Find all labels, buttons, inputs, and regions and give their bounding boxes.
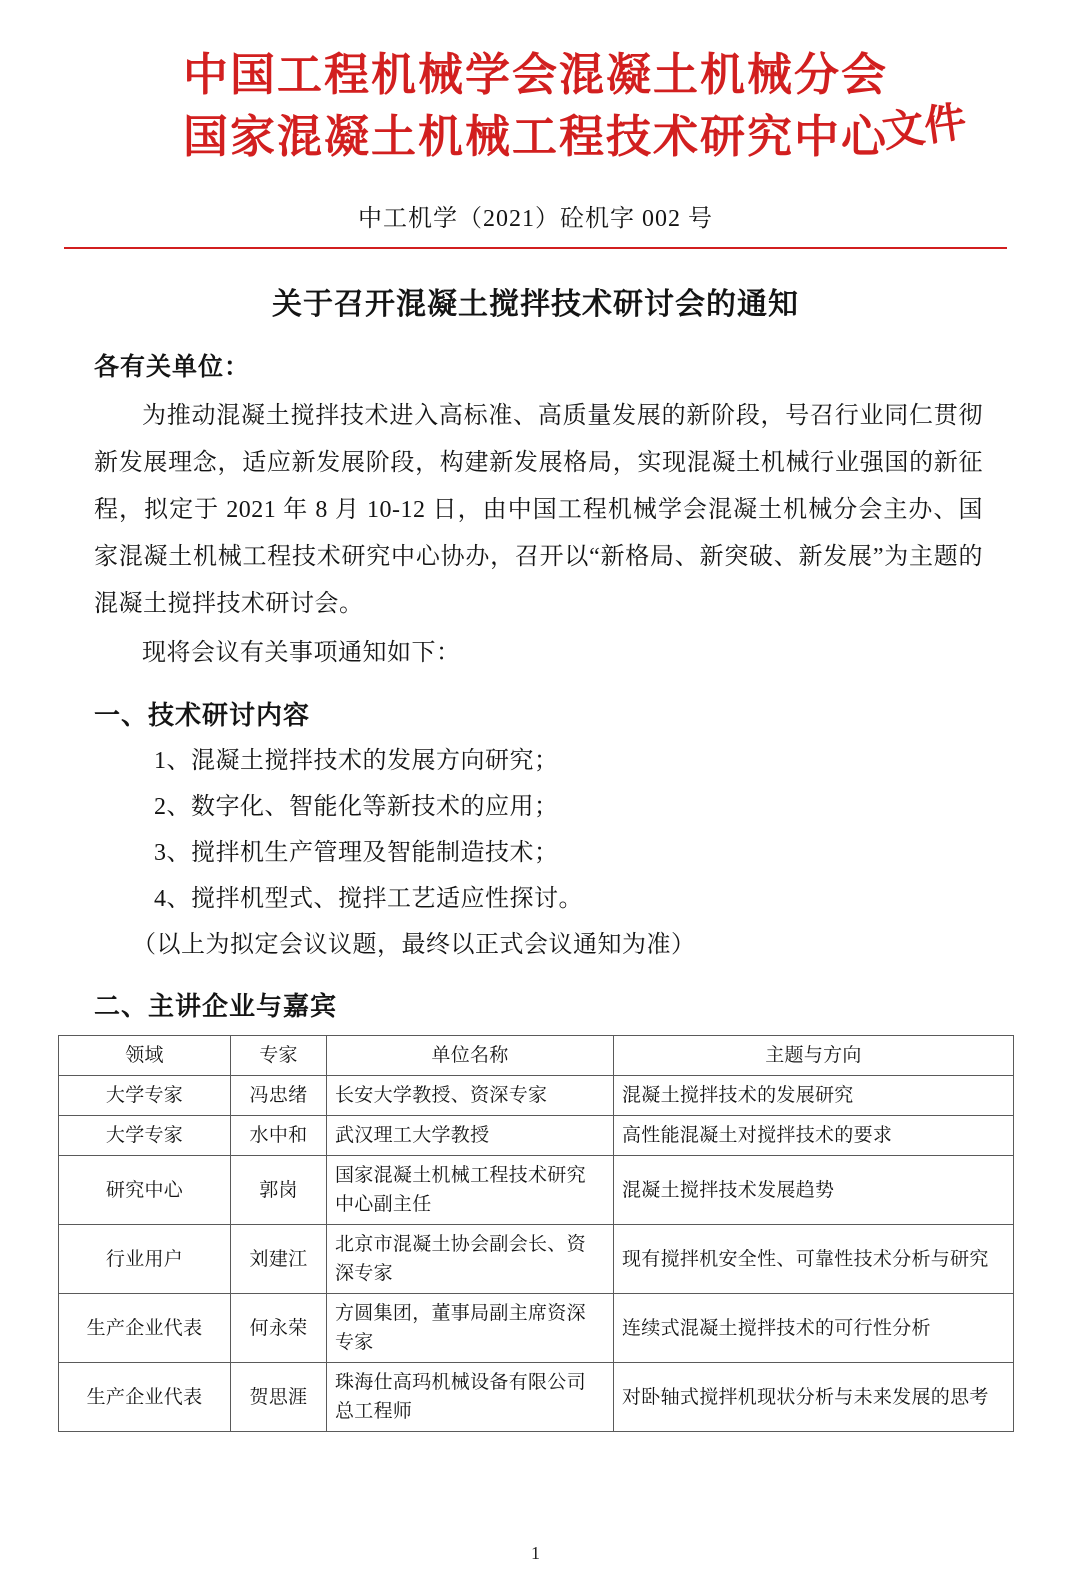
cell-expert: 水中和 bbox=[231, 1116, 327, 1156]
section-1-item-list bbox=[58, 738, 1013, 922]
list-item: 1、混凝土搅拌技术的发展方向研究； bbox=[154, 748, 559, 774]
table-row bbox=[59, 1116, 1014, 1156]
paragraph-2: 现将会议有关事项通知如下： bbox=[142, 640, 461, 666]
section-heading-2: 二、主讲企业与嘉宾 bbox=[94, 992, 338, 1021]
cell-field: 大学专家 bbox=[59, 1116, 231, 1156]
list-item: 2、数字化、智能化等新技术的应用； bbox=[154, 794, 559, 820]
cell-organization: 长安大学教授、资深专家 bbox=[327, 1076, 614, 1116]
cell-expert: 冯忠绪 bbox=[231, 1076, 327, 1116]
cell-expert: 郭岗 bbox=[231, 1156, 327, 1225]
cell-field: 生产企业代表 bbox=[59, 1294, 231, 1363]
page-number: 1 bbox=[531, 1543, 540, 1563]
cell-topic: 对卧轴式搅拌机现状分析与未来发展的思考 bbox=[614, 1363, 1014, 1432]
cell-organization: 国家混凝土机械工程技术研究中心副主任 bbox=[327, 1156, 614, 1225]
cell-topic: 高性能混凝土对搅拌技术的要求 bbox=[614, 1116, 1014, 1156]
cell-field: 行业用户 bbox=[59, 1225, 231, 1294]
cell-organization: 方圆集团，董事局副主席资深专家 bbox=[327, 1294, 614, 1363]
cell-field: 大学专家 bbox=[59, 1076, 231, 1116]
table-header-row bbox=[59, 1036, 1014, 1076]
section-1-note: （以上为拟定会议议题，最终以正式会议通知为准） bbox=[132, 932, 696, 958]
column-header-topic: 主题与方向 bbox=[614, 1036, 1014, 1076]
cell-organization: 北京市混凝土协会副会长、资深专家 bbox=[327, 1225, 614, 1294]
table-row bbox=[59, 1156, 1014, 1225]
table-row bbox=[59, 1363, 1014, 1432]
column-header-field: 领域 bbox=[59, 1036, 231, 1076]
table-row bbox=[59, 1076, 1014, 1116]
letterhead-line-2: 国家混凝土机械工程技术研究中心 bbox=[182, 112, 888, 162]
table-row bbox=[59, 1225, 1014, 1294]
letterhead-line-1: 中国工程机械学会混凝土机械分会 bbox=[182, 50, 888, 100]
column-header-expert: 专家 bbox=[231, 1036, 327, 1076]
salutation: 各有关单位： bbox=[94, 354, 251, 381]
cell-expert: 刘建江 bbox=[231, 1225, 327, 1294]
page-title: 关于召开混凝土搅拌技术研讨会的通知 bbox=[272, 288, 799, 321]
table-row bbox=[59, 1294, 1014, 1363]
letterhead bbox=[58, 0, 1013, 168]
cell-topic: 现有搅拌机安全性、可靠性技术分析与研究 bbox=[614, 1225, 1014, 1294]
letterhead-suffix: 文件 bbox=[879, 99, 970, 157]
column-header-organization: 单位名称 bbox=[327, 1036, 614, 1076]
document-number: 中工机学（2021）砼机字 002 号 bbox=[358, 206, 713, 232]
cell-topic: 混凝土搅拌技术发展趋势 bbox=[614, 1156, 1014, 1225]
cell-expert: 贺思涯 bbox=[231, 1363, 327, 1432]
guests-table bbox=[58, 1035, 1014, 1432]
cell-field: 生产企业代表 bbox=[59, 1363, 231, 1432]
cell-organization: 武汉理工大学教授 bbox=[327, 1116, 614, 1156]
list-item: 4、搅拌机型式、搅拌工艺适应性探讨。 bbox=[154, 886, 583, 912]
letterhead-wrap bbox=[182, 44, 970, 168]
section-heading-1: 一、技术研讨内容 bbox=[94, 701, 311, 730]
cell-field: 研究中心 bbox=[59, 1156, 231, 1225]
cell-organization: 珠海仕高玛机械设备有限公司总工程师 bbox=[327, 1363, 614, 1432]
red-divider bbox=[64, 247, 1007, 249]
list-item: 3、搅拌机生产管理及智能制造技术； bbox=[154, 840, 559, 866]
cell-expert: 何永荣 bbox=[231, 1294, 327, 1363]
cell-topic: 连续式混凝土搅拌技术的可行性分析 bbox=[614, 1294, 1014, 1363]
paragraph-1: 为推动混凝土搅拌技术进入高标准、高质量发展的新阶段，号召行业同仁贯彻新发展理念，适应新发展阶段，构建新发展格局，实现混凝土机械行业强国的新征程，拟定于 2021 年 8 月 10-12 日，由中国工程机械学会混凝土机械分会主办、国家混凝土机械工程技术研究中心协办，召开以“新格局、新突破、新发展”为主题的混凝土搅拌技术研讨会。 bbox=[94, 403, 983, 617]
cell-topic: 混凝土搅拌技术的发展研究 bbox=[614, 1076, 1014, 1116]
